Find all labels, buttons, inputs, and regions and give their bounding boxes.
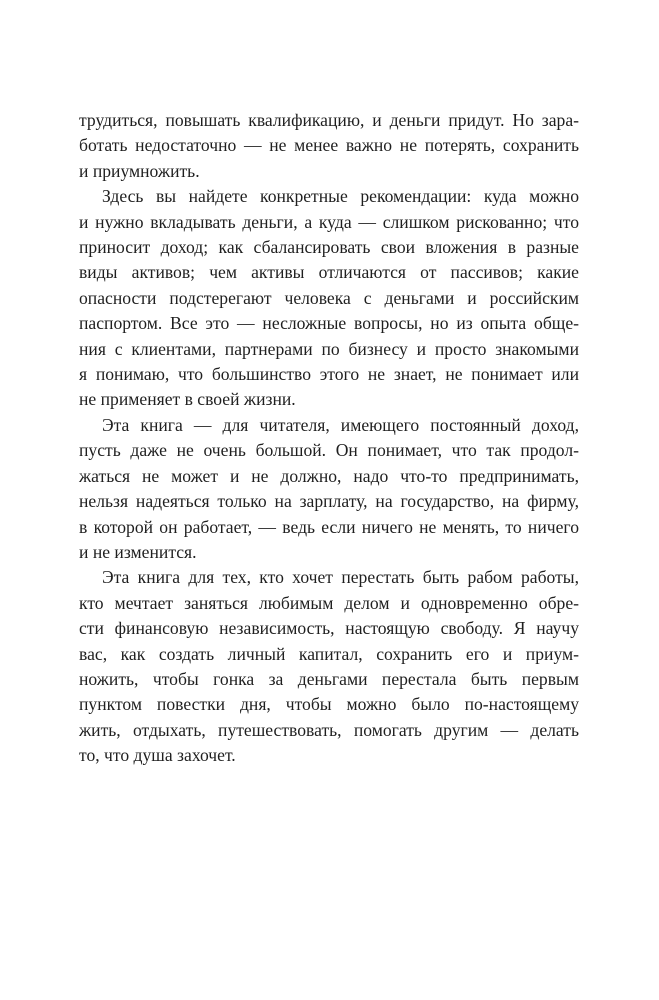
text-line: в которой он работает, — ведь если ничего не менять, то ничего xyxy=(79,516,579,537)
text-line: и не изменится. xyxy=(79,541,197,562)
text-line: Здесь вы найдете конкретные рекомендации: куда можно xyxy=(102,186,579,207)
body-text xyxy=(79,108,579,769)
text-line: пусть даже не очень большой. Он понимает, что так продол- xyxy=(79,440,579,461)
text-line: опасности подстерегают человека с деньгами и российским xyxy=(79,287,579,308)
text-line: виды активов; чем активы отличаются от пассивов; какие xyxy=(79,262,579,283)
text-line: нельзя надеяться только на зарплату, на государство, на фирму, xyxy=(79,491,579,512)
text-line: ножить, чтобы гонка за деньгами перестала быть первым xyxy=(79,668,579,689)
paragraph-4 xyxy=(79,565,579,768)
paragraph-2 xyxy=(79,184,579,413)
paragraph-3 xyxy=(79,413,579,565)
text-line: я понимаю, что большинство этого не знает, не понимает или xyxy=(79,364,579,385)
text-line: трудиться, повышать квалификацию, и деньги придут. Но зара- xyxy=(79,110,579,130)
text-line: приносит доход; как сбалансировать свои вложения в разные xyxy=(79,237,579,258)
text-line: Эта книга для тех, кто хочет перестать быть рабом работы, xyxy=(102,567,579,588)
text-line: и нужно вкладывать деньги, а куда — слишком рискованно; что xyxy=(79,211,579,232)
text-line: Эта книга — для читателя, имеющего постоянный доход, xyxy=(102,414,579,435)
text-line: то, что душа захочет. xyxy=(79,745,236,766)
text-line: ботать недостаточно — не менее важно не потерять, сохранить xyxy=(79,135,579,156)
paragraph-1 xyxy=(79,108,579,184)
text-line: ния с клиентами, партнерами по бизнесу и просто знакомыми xyxy=(79,338,579,359)
text-line: вас, как создать личный капитал, сохранить его и приум- xyxy=(79,643,579,664)
text-line: кто мечтает заняться любимым делом и одновременно обре- xyxy=(79,592,579,613)
text-line: и приумножить. xyxy=(79,160,200,181)
text-line: паспортом. Все это — несложные вопросы, но из опыта обще- xyxy=(79,313,579,334)
text-line: сти финансовую независимость, настоящую свободу. Я научу xyxy=(79,618,579,639)
text-line: жаться не может и не должно, надо что-то предпринимать, xyxy=(79,465,579,486)
text-line: не применяет в своей жизни. xyxy=(79,389,296,410)
text-line: жить, отдыхать, путешествовать, помогать другим — делать xyxy=(79,719,579,740)
text-line: пунктом повестки дня, чтобы можно было по-настоящему xyxy=(79,694,579,715)
